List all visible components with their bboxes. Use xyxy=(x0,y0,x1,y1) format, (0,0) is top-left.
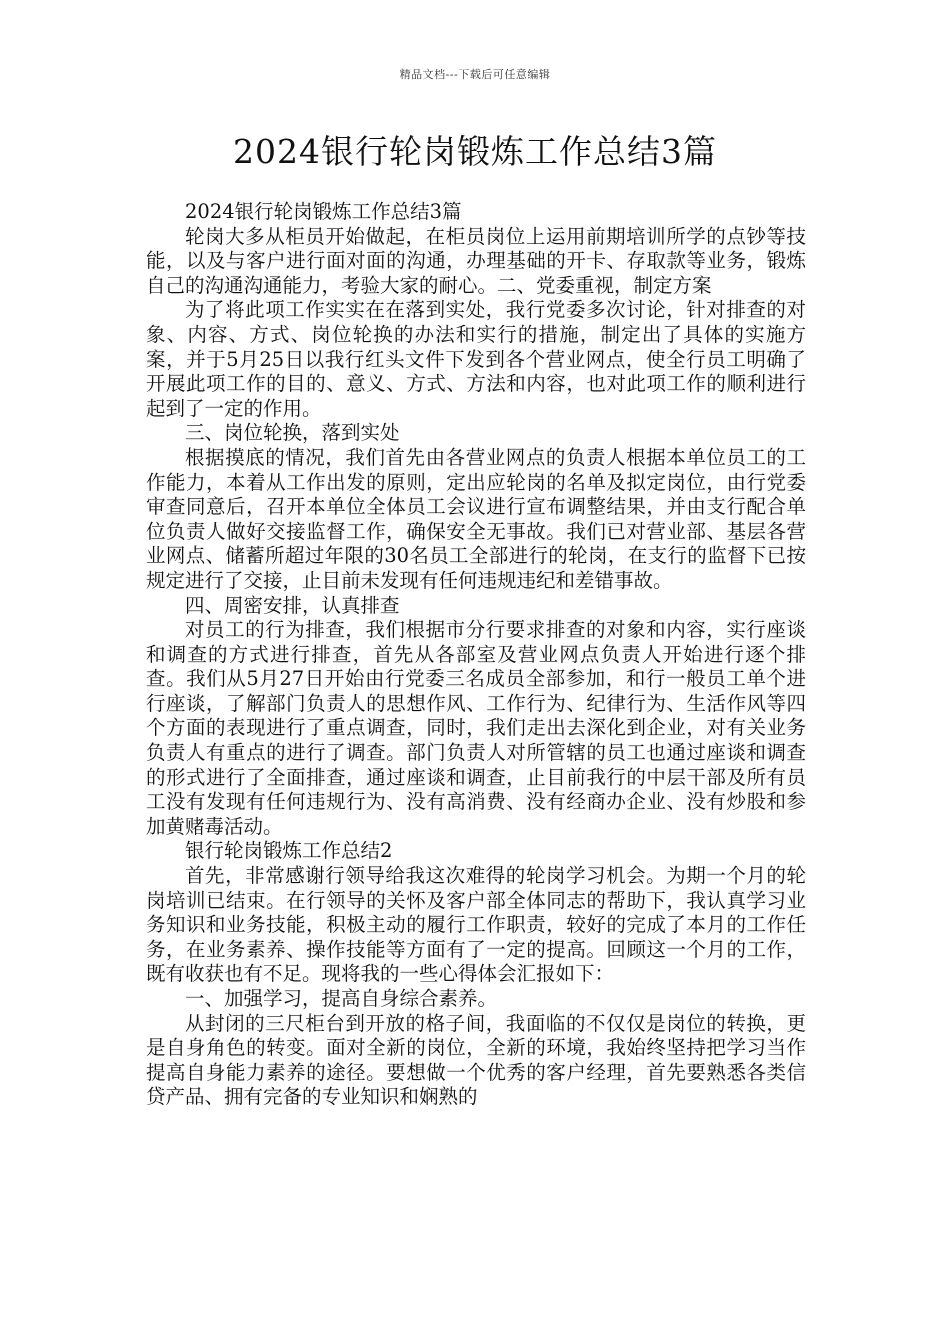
section-heading: 一、加强学习，提高自身综合素养。 xyxy=(185,987,498,1010)
document-body xyxy=(146,200,806,1110)
paragraph-subtitle: 2024银行轮岗锻炼工作总结3篇 xyxy=(185,200,462,223)
header-note: 精品文档---下载后可任意编辑 xyxy=(399,68,551,81)
section-heading: 银行轮岗锻炼工作总结2 xyxy=(185,839,393,863)
paragraph: 从封闭的三尺柜台到开放的格子间，我面临的不仅仅是岗位的转换，更是自身角色的转变。面对全新的岗位，全新的环境，我始终坚持把学习当作提高自身能力素养的途径。要想做一个优秀的客户经理，首先要熟悉各类信贷产品、拥有完备的专业知识和娴熟的 xyxy=(146,1011,806,1109)
paragraph: 根据摸底的情况，我们首先由各营业网点的负责人根据本单位员工的工作能力，本着从工作出发的原则，定出应轮岗的名单及拟定岗位，由行党委审查同意后，召开本单位全体员工会议进行宣布调整结果，并由支行配合单位负责人做好交接监督工作，确保安全无事故。我们已对营业部、基层各营业网点、储蓄所超过年限的30名员工全部进行的轮岗，在支行的监督下已按规定进行了交接，止目前未发现有任何违规违纪和差错事故。 xyxy=(146,445,806,592)
document-title: 2024银行轮岗锻炼工作总结3篇 xyxy=(233,132,717,171)
paragraph: 对员工的行为排查，我们根据市分行要求排查的对象和内容，实行座谈和调查的方式进行排查，首先从各部室及营业网点负责人开始进行逐个排查。我们从5月27日开始由行党委三名成员全部参加，和行一般员工单个进行座谈，了解部门负责人的思想作风、工作行为、纪律行为、生活作风等四个方面的表现进行了重点调查，同时，我们走出去深化到企业，对有关业务负责人有重点的进行了调查。部门负责人对所管辖的员工也通过座谈和调查的形式进行了全面排查，通过座谈和调查，止目前我行的中层干部及所有员工没有发现有任何违规行为、没有高消费、没有经商办企业、没有炒股和参加黄赌毒活动。 xyxy=(146,618,806,838)
paragraph: 轮岗大多从柜员开始做起，在柜员岗位上运用前期培训所学的点钞等技能，以及与客户进行面对面的沟通，办理基础的开卡、存取款等业务，锻炼自己的沟通沟通能力，考验大家的耐心。二、党委重视，制定方案 xyxy=(146,224,806,297)
paragraph: 为了将此项工作实实在在落到实处，我行党委多次讨论，针对排查的对象、内容、方式、岗位轮换的办法和实行的措施，制定出了具体的实施方案，并于5月25日以我行红头文件下发到各个营业网点，使全行员工明确了开展此项工作的目的、意义、方式、方法和内容，也对此项工作的顺利进行起到了一定的作用。 xyxy=(146,298,806,420)
section-heading: 三、岗位轮换，落到实处 xyxy=(185,421,400,445)
paragraph: 首先，非常感谢行领导给我这次难得的轮岗学习机会。为期一个月的轮岗培训已结束。在行领导的关怀及客户部全体同志的帮助下，我认真学习业务知识和业务技能，积极主动的履行工作职责，较好的完成了本月的工作任务，在业务素养、操作技能等方面有了一定的提高。回顾这一个月的工作，既有收获也有不足。现将我的一些心得体会汇报如下： xyxy=(146,864,806,986)
section-heading: 四、周密安排，认真排查 xyxy=(185,593,400,617)
